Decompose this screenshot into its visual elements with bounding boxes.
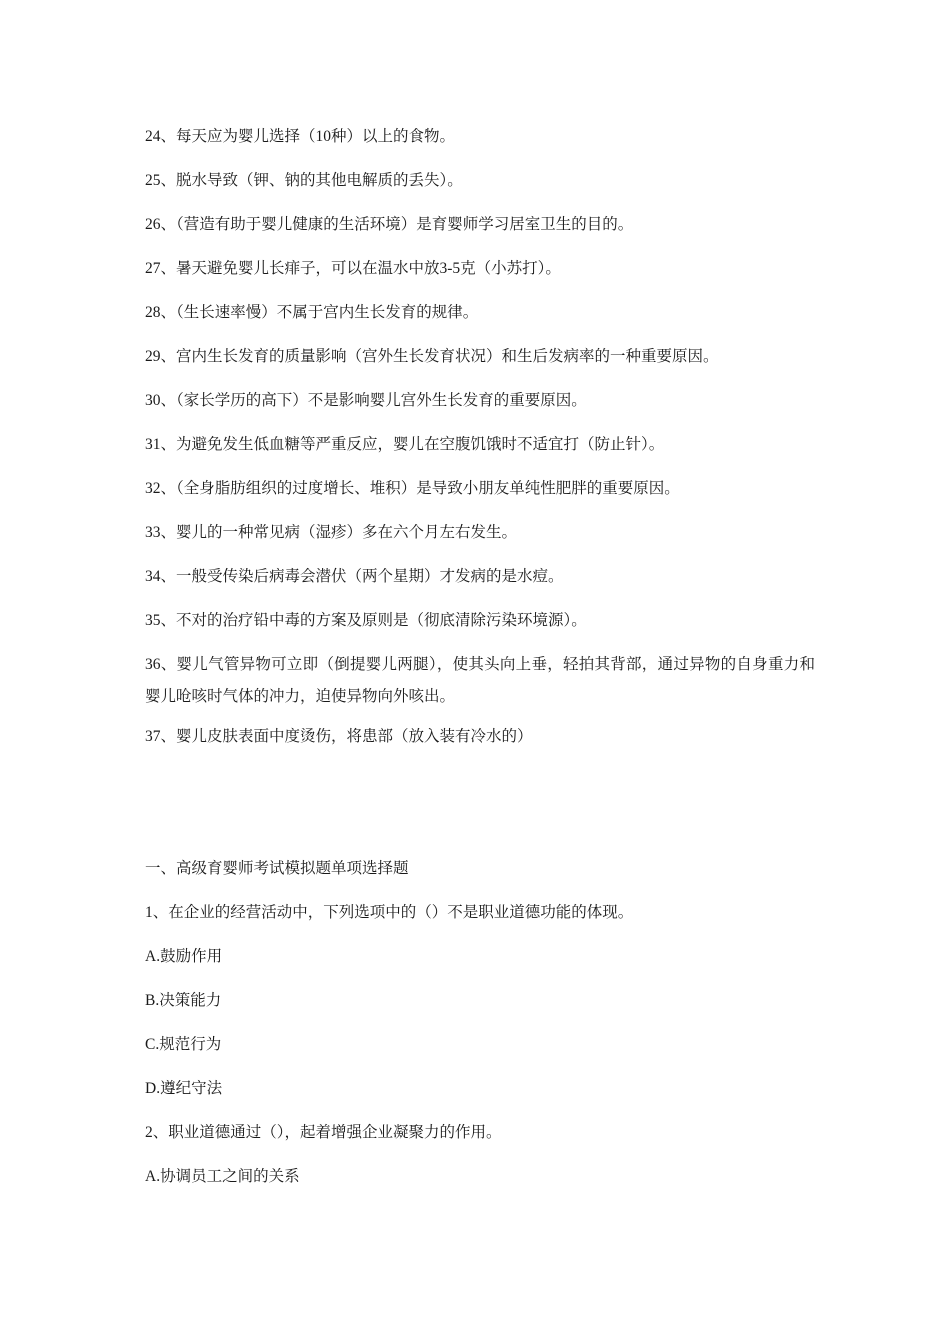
question-1-option-d: D.遵纪守法 [145,1080,223,1097]
question-2-option-a: A.协调员工之间的关系 [145,1168,300,1185]
answer-item-36: 36、婴儿气管异物可立即（倒提婴儿两腿），使其头向上垂，轻拍其背部，通过异物的自身重力和婴儿呛咳时气体的冲力，迫使异物向外咳出。 [145,656,815,705]
answer-item-35: 35、不对的治疗铅中毒的方案及原则是（彻底清除污染环境源）。 [145,612,587,629]
answer-item-30: 30、（家长学历的高下）不是影响婴儿宫外生长发育的重要原因。 [145,392,587,409]
section-title: 一、高级育婴师考试模拟题单项选择题 [145,860,409,877]
question-1-stem: 1、在企业的经营活动中，下列选项中的（）不是职业道德功能的体现。 [145,904,634,921]
question-1-option-c: C.规范行为 [145,1036,222,1053]
answer-item-34: 34、一般受传染后病毒会潜伏（两个星期）才发病的是水痘。 [145,568,564,585]
answer-item-24: 24、每天应为婴儿选择（10种）以上的食物。 [145,128,456,145]
answer-item-33: 33、婴儿的一种常见病（湿疹）多在六个月左右发生。 [145,524,518,541]
answer-item-29: 29、宫内生长发育的质量影响（宫外生长发育状况）和生后发病率的一种重要原因。 [145,348,719,365]
question-1-option-b: B.决策能力 [145,992,222,1009]
answer-item-32: 32、（全身脂肪组织的过度增长、堆积）是导致小朋友单纯性肥胖的重要原因。 [145,480,680,497]
answer-item-26: 26、（营造有助于婴儿健康的生活环境）是育婴师学习居室卫生的目的。 [145,216,634,233]
answer-item-27: 27、暑天避免婴儿长痱子，可以在温水中放3-5克（小苏打）。 [145,260,561,277]
question-2-stem: 2、职业道德通过（），起着增强企业凝聚力的作用。 [145,1124,502,1141]
answer-item-25: 25、脱水导致（钾、钠的其他电解质的丢失）。 [145,172,463,189]
answer-item-28: 28、（生长速率慢）不属于宫内生长发育的规律。 [145,304,479,321]
answer-item-31: 31、为避免发生低血糖等严重反应，婴儿在空腹饥饿时不适宜打（防止针）。 [145,436,665,453]
question-1-option-a: A.鼓励作用 [145,948,223,965]
answer-item-37: 37、婴儿皮肤表面中度烫伤，将患部（放入装有冷水的） [145,728,533,745]
